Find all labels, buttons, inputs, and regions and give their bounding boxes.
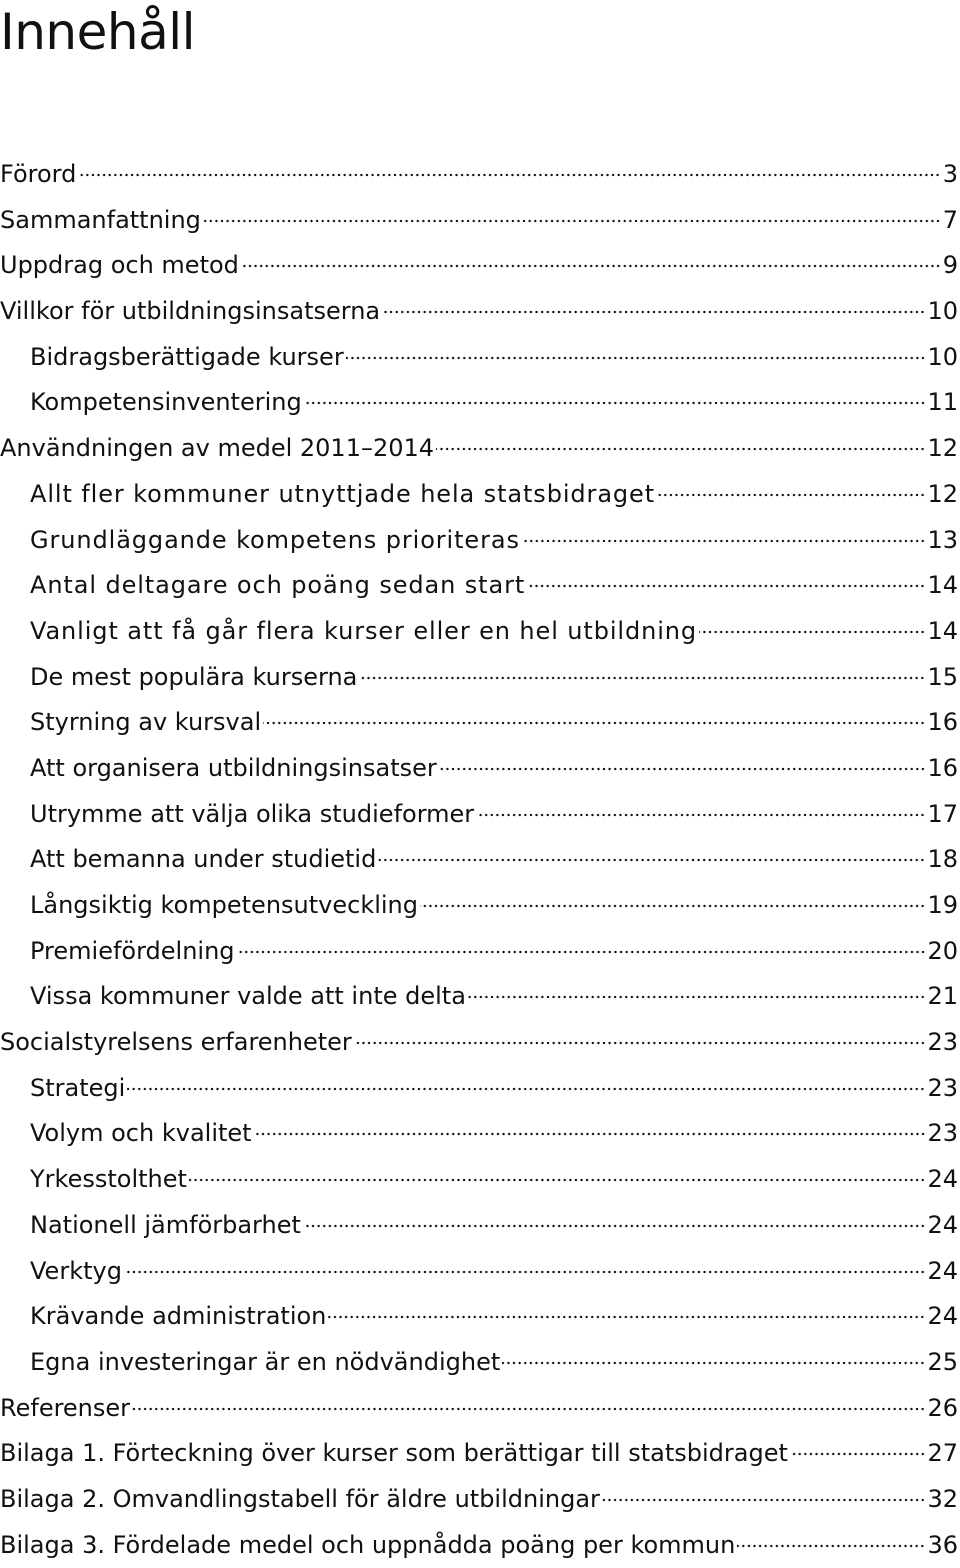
toc-entry[interactable] <box>0 974 960 1020</box>
toc-entry[interactable] <box>0 655 960 701</box>
toc-entry-page: 18 <box>927 845 958 874</box>
toc-entry-label: Villkor för utbildningsinsatserna <box>0 297 381 326</box>
toc-entry[interactable] <box>0 837 960 883</box>
toc-leader-dots <box>502 1361 925 1365</box>
toc-entry-label: Egna investeringar är en nödvändighet <box>30 1347 501 1376</box>
toc-entry-label: Vanligt att få går flera kurser eller en hel utbildning <box>30 616 698 645</box>
toc-entry-label: Att organisera utbildningsinsatser <box>30 753 437 782</box>
toc-entry[interactable] <box>0 1477 960 1523</box>
toc-entry-label: Premiefördelning <box>30 936 235 965</box>
toc-entry[interactable] <box>0 1523 960 1568</box>
toc-leader-dots <box>127 1087 925 1091</box>
toc-leader-dots <box>124 1270 926 1274</box>
toc-leader-dots <box>78 173 940 177</box>
toc-entry[interactable] <box>0 563 960 609</box>
toc-entry-page: 17 <box>927 799 958 828</box>
toc-entry-label: Socialstyrelsens erfarenheter <box>0 1028 352 1057</box>
toc-entry-label: Långsiktig kompetensutveckling <box>30 891 418 919</box>
toc-entry-page: 12 <box>927 479 958 508</box>
toc-entry-page: 16 <box>927 708 958 737</box>
toc-entry[interactable] <box>0 518 960 564</box>
toc-entry[interactable] <box>0 929 960 975</box>
toc-entry-label: Strategi <box>30 1073 126 1102</box>
toc-leader-dots <box>382 310 925 314</box>
toc-leader-dots <box>436 447 925 451</box>
toc-entry[interactable] <box>0 1203 960 1249</box>
toc-entry-label: Bilaga 1. Förteckning över kurser som berättigar till statsbidraget <box>0 1439 788 1468</box>
toc-entry[interactable] <box>0 1386 960 1432</box>
toc-entry-page: 13 <box>927 525 958 554</box>
toc-leader-dots <box>378 858 925 862</box>
toc-entry[interactable] <box>0 1249 960 1295</box>
toc-entry-label: Vissa kommuner valde att inte delta <box>30 982 466 1011</box>
toc-entry-page: 16 <box>927 753 958 782</box>
toc-leader-dots <box>359 676 925 680</box>
toc-leader-dots <box>328 1315 925 1319</box>
toc-entry-page: 14 <box>927 616 958 645</box>
toc-entry-page: 23 <box>927 1028 958 1057</box>
toc-entry[interactable] <box>0 883 960 929</box>
toc-entry[interactable] <box>0 335 960 381</box>
toc-leader-dots <box>304 401 926 405</box>
toc-entry[interactable] <box>0 792 960 838</box>
toc-leader-dots <box>237 950 926 954</box>
toc-leader-dots <box>527 584 925 588</box>
toc-entry[interactable] <box>0 198 960 244</box>
toc-entry-label: Kompetensinventering <box>30 388 302 417</box>
toc-leader-dots <box>346 356 926 360</box>
toc-entry[interactable] <box>0 700 960 746</box>
toc-leader-dots <box>439 767 926 771</box>
toc-entry[interactable] <box>0 289 960 335</box>
toc-entry-label: Nationell jämförbarhet <box>30 1210 301 1239</box>
toc-leader-dots <box>132 1407 925 1411</box>
toc-entry-page: 26 <box>927 1393 958 1422</box>
toc-entry[interactable] <box>0 609 960 655</box>
toc-entry[interactable] <box>0 243 960 289</box>
toc-entry-label: Att bemanna under studietid <box>30 845 377 874</box>
toc-entry[interactable] <box>0 1020 960 1066</box>
toc-entry-page: 14 <box>927 571 958 600</box>
toc-leader-dots <box>254 1132 926 1136</box>
toc-entry-page: 24 <box>927 1210 958 1239</box>
toc-entry-page: 24 <box>927 1165 958 1194</box>
toc-leader-dots <box>241 264 941 268</box>
toc-entry[interactable] <box>0 152 960 198</box>
toc-leader-dots <box>476 813 925 817</box>
toc-entry-label: Krävande administration <box>30 1302 327 1331</box>
toc-entry-page: 36 <box>927 1530 958 1559</box>
toc-entry-label: Grundläggande kompetens prioriteras <box>30 525 520 554</box>
toc-entry-page: 27 <box>927 1439 958 1468</box>
toc-leader-dots <box>657 493 925 497</box>
toc-entry-page: 23 <box>927 1119 958 1148</box>
toc-entry[interactable] <box>0 1431 960 1477</box>
toc-leader-dots <box>790 1452 926 1456</box>
toc-leader-dots <box>303 1224 926 1228</box>
toc-entry-page: 23 <box>927 1073 958 1102</box>
toc-leader-dots <box>203 219 941 223</box>
toc-entry-page: 32 <box>927 1484 958 1513</box>
toc-entry-page: 25 <box>927 1347 958 1376</box>
toc-entry[interactable] <box>0 1066 960 1112</box>
toc-leader-dots <box>737 1544 925 1548</box>
toc-entry-label: Bilaga 2. Omvandlingstabell för äldre utbildningar <box>0 1484 600 1513</box>
toc-entry-label: Allt fler kommuner utnyttjade hela statsbidraget <box>30 479 656 508</box>
toc-entry-page: 11 <box>927 388 958 417</box>
toc-leader-dots <box>468 995 926 999</box>
toc-entry-label: Referenser <box>0 1393 131 1422</box>
toc-leader-dots <box>420 904 925 908</box>
toc-entry-label: Volym och kvalitet <box>30 1119 252 1148</box>
toc-leader-dots <box>189 1178 926 1182</box>
toc-entry-page: 24 <box>927 1256 958 1285</box>
toc-entry-page: 9 <box>942 251 958 280</box>
toc-entry-label: Verktyg <box>30 1256 122 1285</box>
toc-entry-label: Antal deltagare och poäng sedan start <box>30 571 526 600</box>
toc-entry[interactable] <box>0 746 960 792</box>
toc-entry-page: 24 <box>927 1302 958 1331</box>
toc-entry-page: 19 <box>927 891 958 919</box>
toc-entry[interactable] <box>0 1157 960 1203</box>
toc-leader-dots <box>263 721 925 725</box>
toc-entry-label: Förord <box>0 160 77 188</box>
toc-entry-label: Användningen av medel 2011–2014 <box>0 434 435 463</box>
toc-entry[interactable] <box>0 472 960 518</box>
toc-entry[interactable] <box>0 380 960 426</box>
toc-leader-dots <box>522 539 926 543</box>
toc-entry-page: 12 <box>927 434 958 463</box>
toc-entry-label: Styrning av kursval <box>30 708 262 737</box>
toc-leader-dots <box>602 1498 926 1502</box>
toc-leader-dots <box>699 630 925 634</box>
toc-entry-label: Sammanfattning <box>0 205 201 234</box>
toc-leader-dots <box>354 1041 926 1045</box>
toc-entry-page: 10 <box>927 297 958 326</box>
toc-entry[interactable] <box>0 1340 960 1386</box>
toc-entry-page: 10 <box>927 342 958 371</box>
page-title: Innehåll <box>0 3 195 61</box>
toc-entry[interactable] <box>0 1111 960 1157</box>
toc-entry-page: 3 <box>942 160 958 188</box>
toc-entry-page: 21 <box>927 982 958 1011</box>
toc-entry-label: De mest populära kurserna <box>30 662 358 691</box>
toc-entry-label: Bidragsberättigade kurser <box>30 342 344 371</box>
toc-entry[interactable] <box>0 426 960 472</box>
toc-entry-page: 7 <box>942 205 958 234</box>
table-of-contents <box>0 152 960 1568</box>
toc-entry-label: Bilaga 3. Fördelade medel och uppnådda poäng per kommun <box>0 1530 736 1559</box>
toc-entry-page: 20 <box>927 936 958 965</box>
toc-entry-page: 15 <box>927 662 958 691</box>
toc-entry-label: Utrymme att välja olika studieformer <box>30 799 475 828</box>
toc-entry-label: Uppdrag och metod <box>0 251 239 280</box>
toc-entry-label: Yrkesstolthet <box>30 1165 187 1194</box>
toc-entry[interactable] <box>0 1294 960 1340</box>
